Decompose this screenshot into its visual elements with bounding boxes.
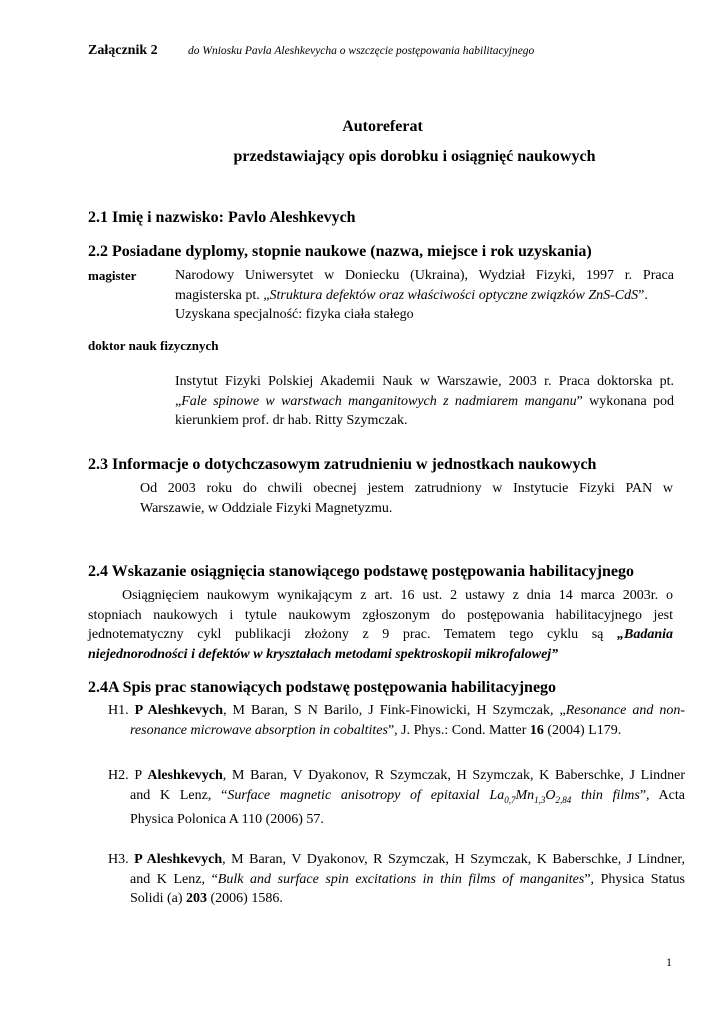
doktor-line-1: Instytut Fizyki Polskiej Akademii Nauk w Warszawie, 2003 r. Praca doktorska pt. [175, 374, 674, 389]
achievement-topic-end: niejednorodności i defektów w kryształach metodami spektroskopii mikrofalowej” [88, 646, 559, 662]
publication-h1-journal: ”, J. Phys.: Cond. Matter [387, 722, 530, 738]
doktor-line-2-prefix: „ [175, 393, 182, 409]
magister-line-1: Narodowy Uniwersytet w Doniecku (Ukraina), Wydział Fizyki, 1997 r. Praca [175, 268, 674, 283]
doktor-line-2-suffix: ” wykonana pod [576, 393, 674, 409]
doktor-description [175, 372, 674, 431]
doktor-line-3: kierunkiem prof. dr hab. Ritty Szymczak. [175, 413, 408, 428]
publication-h3 [108, 850, 685, 909]
publication-h1-pages: (2004) L179. [543, 722, 622, 738]
publication-h2-line-3: Physica Polonica A 110 (2006) 57. [130, 811, 324, 827]
magister-line-2-prefix: magisterska pt. „ [175, 287, 270, 303]
publication-h1-line-2 [108, 721, 685, 741]
publication-h2-line-1 [108, 766, 685, 786]
publication-h3-line-1 [108, 850, 685, 870]
employment-paragraph [140, 479, 673, 518]
publication-h3-volume: 203 [186, 891, 207, 906]
magister-line-2 [175, 286, 674, 306]
employment-line-2: Warszawie, w Oddziale Fizyki Magnetyzmu. [140, 500, 393, 516]
document-subtitle: przedstawiający opis dorobku i osiągnięć naukowych [233, 148, 596, 165]
achievement-paragraph [88, 586, 673, 664]
attachment-label: Załącznik 2 [88, 43, 158, 58]
degree-label-doktor: doktor nauk fizycznych [88, 338, 219, 353]
publication-h2-journal: ”, Acta [639, 787, 685, 803]
header-subtitle: do Wniosku Pavla Aleshkevycha o wszczęcie postępowania habilitacyjnego [188, 45, 535, 57]
publication-h2-sub-3: 2,84 [555, 794, 572, 805]
magister-thesis-title: Struktura defektów oraz właściwości optyczne związków ZnS-CdS [269, 287, 639, 303]
doktor-line-2 [175, 392, 674, 412]
publication-h2-o: O [545, 787, 556, 803]
publication-h3-line-3 [108, 889, 685, 909]
publication-h1-line-1 [108, 701, 685, 721]
publication-h2-sub-2: 1,3 [534, 794, 546, 805]
magister-line-2-suffix: ”. [638, 287, 648, 303]
publication-h2-title-text: Surface magnetic anisotropy of epitaxial La [227, 787, 505, 803]
publication-h2-coauthors: , M Baran, V Dyakonov, R Szymczak, H Szymczak, K Baberschke, J Lindner [222, 768, 685, 783]
publication-h3-journal-end: Solidi (a) [130, 891, 186, 906]
degree-label-magister: magister [88, 268, 137, 283]
section-2-2-heading: 2.2 Posiadane dyplomy, stopnie naukowe (nazwa, miejsce i rok uzyskania) [88, 243, 592, 260]
publication-h1-title-end: resonance microwave absorption in cobaltites [130, 722, 388, 738]
publication-h2-sub-1: 0,7 [504, 794, 516, 805]
publication-h3-title: Bulk and surface spin excitations in thin films of manganites [217, 871, 585, 887]
publication-h2-line-2 [108, 786, 685, 810]
publication-h2-coauthors-end: and K Lenz, “ [130, 787, 228, 803]
publication-h1-title-start: Resonance and non- [565, 703, 685, 718]
publication-h2-mn: Mn [515, 787, 535, 803]
doktor-thesis-title: Fale spinowe w warstwach manganitowych z nadmiarem manganu [181, 393, 577, 409]
achievement-line-3 [88, 625, 673, 645]
publication-h3-author: P Aleshkevych [134, 852, 223, 867]
publication-h1-volume: 16 [529, 722, 544, 738]
publication-h1 [108, 701, 685, 740]
magister-line-3: Uzyskana specjalność: fizyka ciała stałego [175, 307, 414, 322]
publication-h1-number: H1. [108, 703, 135, 718]
publication-h2-author: Aleshkevych [147, 768, 223, 783]
achievement-line-3-text: jednotematyczny cykl publikacji złożony z 9 prac. Tematem tego cyklu są [88, 627, 617, 642]
publication-h3-pages: (2006) 1586. [207, 891, 283, 906]
publication-h3-coauthors-end: and K Lenz, “ [130, 871, 218, 887]
section-2-1-heading: 2.1 Imię i nazwisko: Pavlo Aleshkevych [88, 209, 356, 226]
document-title: Autoreferat [342, 118, 423, 135]
publication-h3-journal: ”, Physica Status [584, 871, 685, 887]
section-2-4a-heading: 2.4A Spis prac stanowiących podstawę postępowania habilitacyjnego [88, 679, 557, 696]
employment-line-1: Od 2003 roku do chwili obecnej jestem zatrudniony w Instytucie Fizyki PAN w [140, 481, 673, 496]
publication-h2-number: H2. P [108, 768, 148, 783]
publication-h1-coauthors: , M Baran, S N Barilo, J Fink-Finowicki, H Szymczak, „ [223, 703, 566, 718]
page-number: 1 [666, 955, 672, 969]
achievement-line-4 [88, 645, 673, 665]
publication-h3-number: H3. [108, 852, 135, 867]
publication-h2-title-end: thin films [571, 787, 640, 803]
magister-description [175, 266, 674, 325]
publication-h3-line-2 [108, 870, 685, 890]
section-2-3-heading: 2.3 Informacje o dotychczasowym zatrudnieniu w jednostkach naukowych [88, 456, 597, 473]
section-2-4-heading: 2.4 Wskazanie osiągnięcia stanowiącego podstawę postępowania habilitacyjnego [88, 563, 634, 580]
publication-h2-title [227, 788, 640, 803]
publication-h2 [108, 766, 685, 829]
achievement-line-2: stopniach naukowych i tytule naukowym zgłoszonym do postępowania habilitacyjnego jest [88, 607, 673, 623]
publication-h3-coauthors: , M Baran, V Dyakonov, R Szymczak, H Szymczak, K Baberschke, J Lindner, [222, 852, 685, 867]
achievement-topic-start: „Badania [616, 627, 673, 642]
achievement-line-1: Osiągnięciem naukowym wynikającym z art. 16 ust. 2 ustawy z dnia 14 marca 2003r. o [122, 588, 673, 603]
publication-h1-author: P Aleshkevych [134, 703, 224, 718]
